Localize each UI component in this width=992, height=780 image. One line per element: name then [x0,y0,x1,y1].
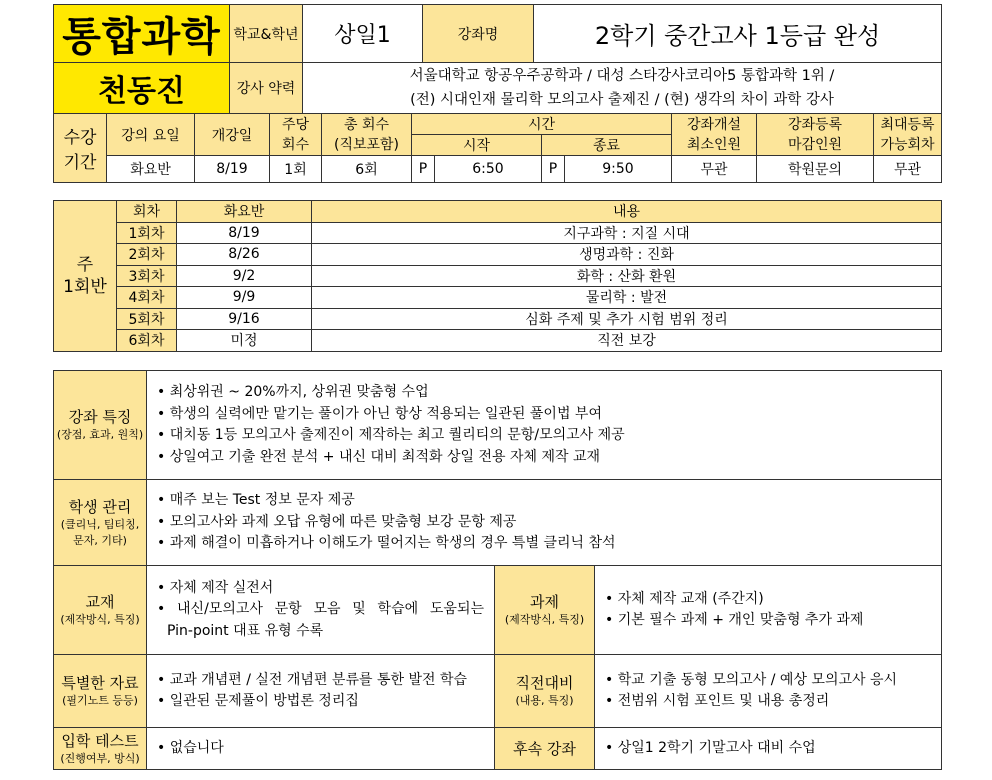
followup-label [495,728,595,770]
end-ampm: P [542,156,565,183]
special-list [147,655,495,728]
table-row [54,222,942,244]
time-label: 시간 [412,114,672,135]
features-label [54,371,147,480]
col-session: 회차 [117,201,177,223]
features-list [147,371,942,480]
list-item: • 최상위권 ~ 20%까지, 상위권 맞춤형 수업 [157,382,931,404]
final-sub: (내용, 특징) [515,694,574,707]
session-date: 9/16 [177,308,312,330]
teacher-bio [303,63,942,114]
list-item: • 상일1 2학기 기말고사 대비 수업 [605,738,931,760]
table-row [54,244,942,266]
session-date: 8/19 [177,222,312,244]
period-label: 수강 기간 [54,114,107,183]
teacher-name: 천동진 [54,63,230,114]
session-date: 미정 [177,330,312,352]
list-item: • 학교 기출 동형 모의고사 / 예상 모의고사 응시 [605,670,931,692]
start-value: 8/19 [195,156,270,183]
final-label [495,655,595,728]
session-label: 3회차 [117,265,177,287]
min-label: 강좌개설 최소인원 [672,114,757,156]
bio-line-1: 서울대학교 항공우주공학과 / 대성 스타강사코리아5 통합과학 1위 / [409,68,835,84]
session-label: 4회차 [117,287,177,309]
final-list [595,655,942,728]
followup-list [595,728,942,770]
features-sub: (장점, 효과, 원칙) [56,428,144,441]
school-label: 학교&학년 [230,5,303,63]
management-list [147,480,942,566]
min-value: 무관 [672,156,757,183]
day-value: 화요반 [107,156,195,183]
col-day: 화요반 [177,201,312,223]
day-label: 강의 요일 [107,114,195,156]
session-date: 9/2 [177,265,312,287]
session-date: 9/9 [177,287,312,309]
entrance-list [147,728,495,770]
course-title: 2학기 중간고사 1등급 완성 [534,5,942,63]
entrance-label [54,728,147,770]
start-label: 개강일 [195,114,270,156]
homework-title: 과제 [530,593,559,611]
special-sub: (필기노트 등등) [62,694,138,707]
list-item: • 상일여고 기출 완전 분석 + 내신 대비 최적화 상일 전용 자체 제작 교재 [157,447,931,469]
course-label: 강좌명 [423,5,534,63]
deadline-label: 강좌등록 마감인원 [757,114,874,156]
end-time: 9:50 [565,156,672,183]
session-content: 직전 보강 [312,330,942,352]
max-value: 무관 [874,156,942,183]
homework-list [595,566,942,655]
features-title: 강좌 특징 [68,408,132,426]
list-item: • 자체 제작 교재 (주간지) [605,589,931,611]
deadline-value: 학원문의 [757,156,874,183]
list-item-continued: Pin-point 대표 유형 수록 [167,622,324,639]
school-value: 상일1 [303,5,423,63]
textbook-label [54,566,147,655]
time-end-label: 종료 [542,135,672,156]
bio-line-2: (전) 시대인재 물리학 모의고사 출제진 / (현) 생각의 차이 과학 강사 [410,92,834,108]
list-item: • 대치동 1등 모의고사 출제진이 제작하는 최고 퀄리티의 문항/모의고사 제공 [157,425,931,447]
management-label [54,480,147,566]
col-content: 내용 [312,201,942,223]
entrance-title: 입학 테스트 [61,731,139,750]
list-item: • 자체 제작 실전서 [157,578,484,600]
session-content: 심화 주제 및 추가 시험 범위 정리 [312,308,942,330]
management-sub: (클리닉, 팀티칭, 문자, 기타) [60,517,140,547]
list-item: • 내신/모의고사 문항 모음 및 학습에 도움되는 [157,599,484,621]
followup-title: 후속 강좌 [513,739,576,758]
entrance-sub: (진행여부, 방식) [60,751,140,765]
weekly-count-label: 주당 회수 [270,114,322,156]
list-item: • 모의고사와 과제 오답 유형에 따른 맞춤형 보강 문항 제공 [157,512,931,534]
session-label: 6회차 [117,330,177,352]
list-item: • 기본 필수 과제 + 개인 맞춤형 추가 과제 [605,610,931,632]
table-row [54,265,942,287]
table-row [54,308,942,330]
bio-label: 강사 약력 [230,63,303,114]
management-title: 학생 관리 [68,497,132,516]
total-count-value: 6회 [322,156,412,183]
start-ampm: P [412,156,435,183]
special-label [54,655,147,728]
details-table [53,370,942,770]
session-content: 지구과학 : 지질 시대 [312,222,942,244]
final-title: 직전대비 [515,674,574,692]
session-label: 1회차 [117,222,177,244]
textbook-sub: (제작방식, 특징) [60,613,140,626]
table-row [54,330,942,352]
weekly-side-label: 주 1회반 [54,201,117,352]
list-item: • 매주 보는 Test 정보 문자 제공 [157,490,931,512]
list-item: • 전범위 시험 포인트 및 내용 총정리 [605,691,931,713]
list-item: • 교과 개념편 / 실전 개념편 분류를 통한 발전 학습 [157,670,484,692]
weekly-count-value: 1회 [270,156,322,183]
weekly-table [53,200,942,352]
list-item: • 일관된 문제풀이 방법론 정리집 [157,691,484,713]
start-time: 6:50 [435,156,542,183]
table-row [54,287,942,309]
list-item: • 학생의 실력에만 맡기는 풀이가 아닌 항상 적용되는 일관된 풀이법 부여 [157,404,931,426]
course-header [53,4,942,114]
list-item: • 과제 해결이 미흡하거나 이해도가 떨어지는 학생의 경우 특별 클리닉 참석 [157,533,931,555]
session-date: 8/26 [177,244,312,266]
homework-sub: (제작방식, 특징) [504,613,585,626]
homework-label [495,566,595,655]
list-item: • 없습니다 [157,738,484,760]
session-content: 물리학 : 발전 [312,287,942,309]
session-content: 생명과학 : 진화 [312,244,942,266]
textbook-title: 교재 [85,593,115,611]
special-title: 특별한 자료 [61,674,139,692]
schedule-table [53,113,942,183]
textbook-list [147,566,495,655]
time-start-label: 시작 [412,135,542,156]
total-count-label: 총 회수 (직보포함) [322,114,412,156]
session-label: 5회차 [117,308,177,330]
session-label: 2회차 [117,244,177,266]
subject-title: 통합과학 [54,5,230,63]
session-content: 화학 : 산화 환원 [312,265,942,287]
max-label: 최대등록 가능회차 [874,114,942,156]
